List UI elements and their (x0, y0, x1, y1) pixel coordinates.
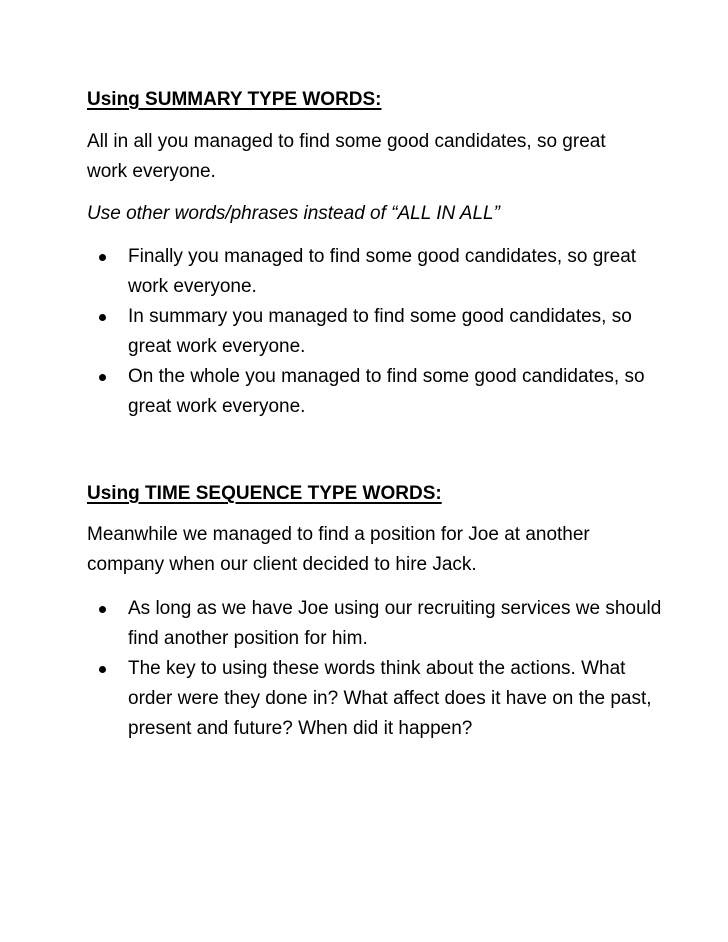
summary-example-paragraph: All in all you managed to find some good candidates, so great work everyone. (87, 131, 606, 182)
list-item-text: In summary you managed to find some good candidates, so great work everyone. (128, 306, 632, 357)
time-sequence-bullet-list (87, 594, 662, 744)
bullet-icon (99, 666, 106, 673)
list-item (87, 362, 662, 422)
summary-instruction: Use other words/phrases instead of “ALL IN ALL” (87, 203, 500, 224)
bullet-icon (99, 606, 106, 613)
list-item (87, 594, 662, 654)
list-item-text: Finally you managed to find some good candidates, so great work everyone. (128, 246, 637, 297)
list-item-text: The key to using these words think about the actions. What order were they done in? What affect does it have on the past, present and future? When did it happen? (128, 658, 652, 739)
list-item (87, 654, 662, 744)
list-item-text: On the whole you managed to find some good candidates, so great work everyone. (128, 366, 645, 417)
list-item (87, 242, 662, 302)
summary-heading: Using SUMMARY TYPE WORDS: (87, 89, 382, 110)
summary-bullet-list (87, 242, 662, 422)
bullet-icon (99, 314, 106, 321)
list-item-text: As long as we have Joe using our recruiting services we should find another position for him. (128, 598, 662, 649)
bullet-icon (99, 374, 106, 381)
list-item (87, 302, 662, 362)
time-sequence-example-paragraph: Meanwhile we managed to find a position for Joe at another company when our client decided to hire Jack. (87, 524, 590, 575)
time-sequence-heading: Using TIME SEQUENCE TYPE WORDS: (87, 483, 442, 504)
bullet-icon (99, 254, 106, 261)
